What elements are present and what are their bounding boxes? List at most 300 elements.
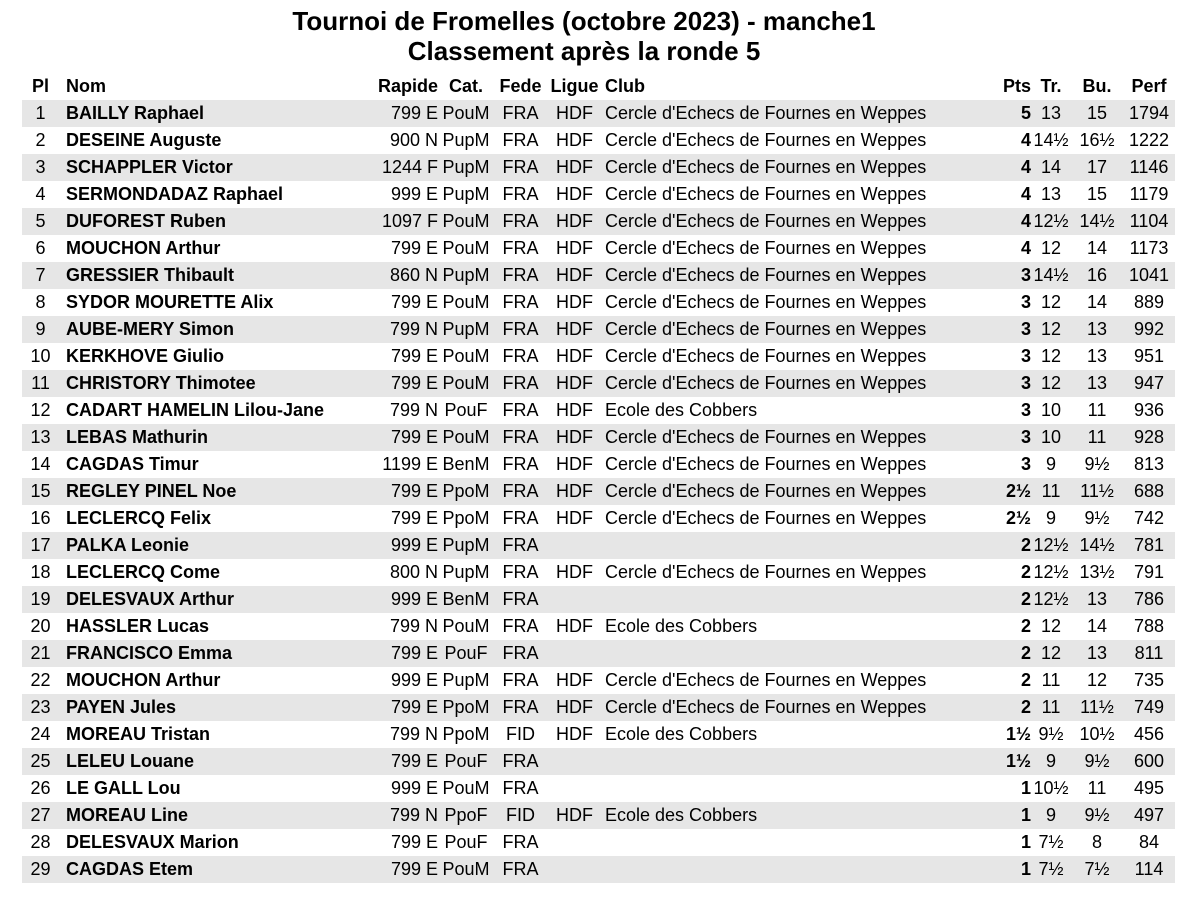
league-cell: HDF	[547, 424, 602, 451]
federation-cell: FRA	[494, 640, 547, 667]
performance-cell: 1179	[1129, 184, 1169, 204]
player-name-cell: LE GALL Lou	[66, 778, 181, 798]
tiebreak-tr-cell: 10	[1040, 400, 1062, 420]
rapid-rating-cell: 799 N	[341, 316, 438, 343]
tiebreak-tr-cell: 12½	[1033, 562, 1069, 582]
table-row	[22, 667, 1175, 694]
category-cell: PouF	[444, 400, 488, 420]
club-cell: Cercle d'Echecs de Fournes en Weppes	[605, 184, 927, 204]
league-cell	[547, 856, 602, 883]
table-row	[22, 586, 1175, 613]
player-name-cell: DUFOREST Ruben	[59, 208, 341, 235]
rapid-rating-cell: 900 N	[389, 130, 438, 150]
club-cell: Ecole des Cobbers	[605, 616, 758, 636]
points-cell: 2½	[1005, 508, 1031, 528]
category-cell: PouM	[442, 778, 490, 798]
performance-cell: 1146	[1123, 154, 1175, 181]
header-club: Club	[605, 76, 645, 96]
buchholz-cell: 13	[1071, 640, 1123, 667]
performance-cell: 84	[1138, 832, 1160, 852]
category-cell: PpoF	[438, 802, 494, 829]
place-cell: 12	[30, 400, 51, 420]
league-cell: HDF	[547, 262, 602, 289]
place-cell: 7	[22, 262, 59, 289]
league-cell: HDF	[556, 184, 593, 204]
header-federation: Fede	[499, 76, 542, 96]
tiebreak-tr-cell: 12	[1031, 316, 1071, 343]
tiebreak-tr-cell: 9	[1031, 748, 1071, 775]
player-name-cell: MOREAU Tristan	[66, 724, 211, 744]
header-tiebreak-tr: Tr.	[1040, 76, 1062, 96]
player-name-cell: MOUCHON Arthur	[66, 238, 221, 258]
points-cell: 2	[995, 586, 1031, 613]
points-cell: 3	[1020, 346, 1031, 366]
tiebreak-tr-cell: 11	[1041, 670, 1061, 690]
table-header-row	[22, 73, 1175, 100]
place-cell: 23	[22, 694, 59, 721]
performance-cell: 813	[1133, 454, 1165, 474]
table-row	[22, 505, 1175, 532]
category-cell: PouM	[438, 100, 494, 127]
points-cell: 2	[995, 532, 1031, 559]
table-row	[22, 694, 1175, 721]
header-place: Pl	[31, 76, 49, 96]
club-cell	[602, 586, 995, 613]
club-cell: Ecole des Cobbers	[605, 400, 758, 420]
table-row	[22, 478, 1175, 505]
federation-cell: FRA	[502, 292, 539, 312]
club-cell: Ecole des Cobbers	[602, 802, 995, 829]
buchholz-cell: 14	[1086, 616, 1108, 636]
table-row	[22, 208, 1175, 235]
league-cell: HDF	[556, 616, 593, 636]
player-name-cell: PAYEN Jules	[59, 694, 341, 721]
place-cell: 29	[22, 856, 59, 883]
rapid-rating-cell: 799 E	[390, 832, 438, 852]
category-cell: PouM	[442, 238, 490, 258]
tiebreak-tr-cell: 12	[1040, 616, 1062, 636]
tiebreak-tr-cell: 9	[1045, 508, 1056, 528]
place-cell: 13	[22, 424, 59, 451]
points-cell: 2	[1020, 616, 1031, 636]
buchholz-cell: 15	[1086, 184, 1108, 204]
federation-cell: FRA	[502, 130, 539, 150]
league-cell	[547, 829, 602, 856]
standings-table	[22, 73, 1175, 883]
buchholz-cell: 11	[1087, 778, 1107, 798]
header-league: Ligue	[550, 76, 599, 96]
league-cell	[547, 640, 602, 667]
federation-cell: FRA	[494, 694, 547, 721]
points-cell: 4	[1020, 184, 1031, 204]
tiebreak-tr-cell: 11	[1031, 478, 1071, 505]
tiebreak-tr-cell: 12	[1040, 346, 1062, 366]
table-row	[22, 370, 1175, 397]
category-cell: PouF	[438, 640, 494, 667]
rapid-rating-cell: 799 N	[389, 724, 438, 744]
points-cell: 2	[995, 640, 1031, 667]
points-cell: 1½	[995, 748, 1031, 775]
place-cell: 2	[35, 130, 46, 150]
rapid-rating-cell: 1199 E	[382, 454, 438, 474]
performance-cell: 456	[1133, 724, 1165, 744]
federation-cell: FRA	[494, 424, 547, 451]
table-row	[22, 262, 1175, 289]
club-cell: Cercle d'Echecs de Fournes en Weppes	[605, 670, 927, 690]
table-row	[22, 559, 1175, 586]
club-cell: Cercle d'Echecs de Fournes en Weppes	[605, 292, 927, 312]
player-name-cell: LELEU Louane	[59, 748, 341, 775]
category-cell: PpoM	[442, 508, 490, 528]
player-name-cell: LEBAS Mathurin	[59, 424, 341, 451]
points-cell: 3	[995, 370, 1031, 397]
player-name-cell: SYDOR MOURETTE Alix	[66, 292, 274, 312]
points-cell: 1	[1020, 778, 1031, 798]
tiebreak-tr-cell: 10½	[1033, 778, 1069, 798]
league-cell: HDF	[547, 316, 602, 343]
points-cell: 2	[995, 694, 1031, 721]
tiebreak-tr-cell: 13	[1031, 100, 1071, 127]
federation-cell: FRA	[494, 208, 547, 235]
category-cell: PpoM	[438, 478, 494, 505]
federation-cell: FRA	[502, 778, 539, 798]
place-cell: 28	[30, 832, 51, 852]
place-cell: 18	[30, 562, 51, 582]
table-row	[22, 397, 1175, 424]
club-cell: Cercle d'Echecs de Fournes en Weppes	[602, 208, 995, 235]
league-cell: HDF	[547, 154, 602, 181]
place-cell: 14	[30, 454, 51, 474]
standings-body	[22, 100, 1175, 883]
tiebreak-tr-cell: 12	[1031, 370, 1071, 397]
points-cell: 3	[1020, 454, 1031, 474]
performance-cell: 811	[1123, 640, 1175, 667]
club-cell: Cercle d'Echecs de Fournes en Weppes	[605, 562, 927, 582]
category-cell: PupM	[438, 316, 494, 343]
performance-cell: 495	[1133, 778, 1165, 798]
place-cell: 5	[22, 208, 59, 235]
buchholz-cell: 14	[1086, 292, 1108, 312]
federation-cell: FRA	[502, 454, 539, 474]
tiebreak-tr-cell: 12½	[1031, 208, 1071, 235]
tiebreak-tr-cell: 14½	[1031, 262, 1071, 289]
tiebreak-tr-cell: 12	[1031, 640, 1071, 667]
category-cell: PpoM	[438, 694, 494, 721]
buchholz-cell: 8	[1091, 832, 1102, 852]
points-cell: 1½	[1005, 724, 1031, 744]
federation-cell: FRA	[502, 616, 539, 636]
points-cell: 3	[995, 316, 1031, 343]
buchholz-cell: 9½	[1084, 454, 1110, 474]
buchholz-cell: 17	[1071, 154, 1123, 181]
tiebreak-tr-cell: 11	[1031, 694, 1071, 721]
tournament-title: Tournoi de Fromelles (octobre 2023) - manche1	[292, 6, 876, 36]
place-cell: 6	[35, 238, 46, 258]
performance-cell: 781	[1123, 532, 1175, 559]
rapid-rating-cell: 800 N	[389, 562, 438, 582]
category-cell: PupM	[438, 532, 494, 559]
performance-cell: 889	[1133, 292, 1165, 312]
buchholz-cell: 11½	[1071, 478, 1123, 505]
rapid-rating-cell: 799 E	[390, 508, 438, 528]
federation-cell: FRA	[502, 346, 539, 366]
performance-cell: 742	[1133, 508, 1165, 528]
federation-cell: FID	[494, 802, 547, 829]
rapid-rating-cell: 799 E	[390, 238, 438, 258]
points-cell: 2½	[995, 478, 1031, 505]
tiebreak-tr-cell: 13	[1040, 184, 1062, 204]
league-cell	[547, 586, 602, 613]
category-cell: PupM	[442, 184, 490, 204]
federation-cell: FRA	[494, 586, 547, 613]
buchholz-cell: 11	[1071, 424, 1123, 451]
category-cell: PupM	[442, 130, 490, 150]
buchholz-cell: 13	[1071, 586, 1123, 613]
club-cell: Cercle d'Echecs de Fournes en Weppes	[605, 130, 927, 150]
table-row	[22, 802, 1175, 829]
tiebreak-tr-cell: 9	[1031, 802, 1071, 829]
rapid-rating-cell: 799 E	[390, 346, 438, 366]
buchholz-cell: 9½	[1071, 748, 1123, 775]
player-name-cell: DESEINE Auguste	[66, 130, 222, 150]
rapid-rating-cell: 799 E	[341, 748, 438, 775]
rapid-rating-cell: 799 E	[341, 370, 438, 397]
table-row	[22, 424, 1175, 451]
place-cell: 1	[22, 100, 59, 127]
club-cell: Cercle d'Echecs de Fournes en Weppes	[602, 694, 995, 721]
league-cell	[547, 775, 602, 802]
rapid-rating-cell: 799 E	[390, 292, 438, 312]
club-cell	[602, 856, 995, 883]
club-cell: Cercle d'Echecs de Fournes en Weppes	[605, 508, 927, 528]
performance-cell: 114	[1123, 856, 1175, 883]
header-performance: Perf	[1131, 76, 1167, 96]
table-row	[22, 829, 1175, 856]
club-cell: Ecole des Cobbers	[605, 724, 758, 744]
federation-cell: FRA	[502, 238, 539, 258]
category-cell: PupM	[438, 262, 494, 289]
table-row	[22, 532, 1175, 559]
table-row	[22, 181, 1175, 208]
rapid-rating-cell: 999 E	[390, 184, 438, 204]
federation-cell: FRA	[502, 508, 539, 528]
club-cell: Cercle d'Echecs de Fournes en Weppes	[605, 454, 927, 474]
league-cell: HDF	[556, 346, 593, 366]
category-cell: BenM	[442, 454, 490, 474]
place-cell: 3	[22, 154, 59, 181]
league-cell: HDF	[556, 292, 593, 312]
league-cell: HDF	[547, 802, 602, 829]
place-cell: 17	[22, 532, 59, 559]
league-cell: HDF	[547, 100, 602, 127]
table-row	[22, 127, 1175, 154]
tiebreak-tr-cell: 9½	[1038, 724, 1064, 744]
rapid-rating-cell: 999 E	[341, 532, 438, 559]
federation-cell: FRA	[502, 562, 539, 582]
player-name-cell: CAGDAS Timur	[66, 454, 199, 474]
performance-cell: 600	[1123, 748, 1175, 775]
club-cell: Cercle d'Echecs de Fournes en Weppes	[605, 238, 927, 258]
club-cell: Cercle d'Echecs de Fournes en Weppes	[602, 478, 995, 505]
points-cell: 5	[995, 100, 1031, 127]
buchholz-cell: 12	[1086, 670, 1108, 690]
federation-cell: FRA	[494, 100, 547, 127]
tiebreak-tr-cell: 7½	[1031, 856, 1071, 883]
performance-cell: 497	[1123, 802, 1175, 829]
tiebreak-tr-cell: 12	[1040, 292, 1062, 312]
category-cell: PouM	[442, 292, 490, 312]
buchholz-cell: 13½	[1079, 562, 1115, 582]
place-cell: 4	[35, 184, 46, 204]
player-name-cell: HASSLER Lucas	[66, 616, 210, 636]
buchholz-cell: 16	[1071, 262, 1123, 289]
place-cell: 22	[30, 670, 51, 690]
rapid-rating-cell: 999 E	[390, 670, 438, 690]
rapid-rating-cell: 799 E	[341, 424, 438, 451]
player-name-cell: DELESVAUX Arthur	[59, 586, 341, 613]
place-cell: 21	[22, 640, 59, 667]
rapid-rating-cell: 799 E	[341, 694, 438, 721]
table-row	[22, 343, 1175, 370]
category-cell: PouM	[438, 370, 494, 397]
league-cell: HDF	[556, 724, 593, 744]
player-name-cell: GRESSIER Thibault	[59, 262, 341, 289]
category-cell: BenM	[438, 586, 494, 613]
header-rapid-rating: Rapide	[377, 76, 438, 96]
rapid-rating-cell: 799 E	[341, 478, 438, 505]
player-name-cell: CHRISTORY Thimotee	[59, 370, 341, 397]
rapid-rating-cell: 999 E	[341, 586, 438, 613]
table-row	[22, 316, 1175, 343]
points-cell: 4	[995, 154, 1031, 181]
club-cell: Cercle d'Echecs de Fournes en Weppes	[602, 316, 995, 343]
buchholz-cell: 13	[1086, 346, 1108, 366]
federation-cell: FRA	[494, 262, 547, 289]
rapid-rating-cell: 799 N	[341, 802, 438, 829]
points-cell: 3	[1020, 292, 1031, 312]
page-title-block	[0, 6, 1168, 66]
club-cell: Cercle d'Echecs de Fournes en Weppes	[602, 154, 995, 181]
tiebreak-tr-cell: 14½	[1033, 130, 1069, 150]
buchholz-cell: 7½	[1071, 856, 1123, 883]
performance-cell: 1104	[1123, 208, 1175, 235]
category-cell: PupM	[438, 154, 494, 181]
table-row	[22, 748, 1175, 775]
league-cell: HDF	[556, 562, 593, 582]
league-cell: HDF	[556, 454, 593, 474]
category-cell: PupM	[442, 562, 490, 582]
league-cell: HDF	[547, 208, 602, 235]
buchholz-cell: 13	[1071, 316, 1123, 343]
federation-cell: FRA	[494, 748, 547, 775]
player-name-cell: LECLERCQ Felix	[66, 508, 212, 528]
player-name-cell: PALKA Leonie	[59, 532, 341, 559]
place-cell: 10	[30, 346, 51, 366]
club-cell	[602, 775, 995, 802]
place-cell: 11	[22, 370, 59, 397]
header-points: Pts	[1002, 76, 1031, 96]
points-cell: 4	[1020, 238, 1031, 258]
header-name: Nom	[66, 76, 106, 96]
points-cell: 1	[995, 802, 1031, 829]
buchholz-cell: 10½	[1079, 724, 1115, 744]
table-row	[22, 640, 1175, 667]
player-name-cell: AUBE-MERY Simon	[59, 316, 341, 343]
league-cell: HDF	[556, 130, 593, 150]
player-name-cell: MOREAU Line	[59, 802, 341, 829]
federation-cell: FRA	[494, 370, 547, 397]
tiebreak-tr-cell: 12½	[1031, 532, 1071, 559]
place-cell: 8	[35, 292, 46, 312]
table-row	[22, 451, 1175, 478]
club-cell	[602, 532, 995, 559]
performance-cell: 791	[1133, 562, 1165, 582]
club-cell	[602, 640, 995, 667]
player-name-cell: DELESVAUX Marion	[66, 832, 239, 852]
club-cell	[602, 829, 995, 856]
tiebreak-tr-cell: 10	[1031, 424, 1071, 451]
player-name-cell: REGLEY PINEL Noe	[59, 478, 341, 505]
league-cell: HDF	[556, 400, 593, 420]
federation-cell: FRA	[494, 154, 547, 181]
category-cell: PouF	[444, 832, 488, 852]
performance-cell: 947	[1123, 370, 1175, 397]
league-cell: HDF	[556, 508, 593, 528]
table-row	[22, 613, 1175, 640]
buchholz-cell: 13	[1071, 370, 1123, 397]
points-cell: 2	[1020, 670, 1031, 690]
performance-cell: 786	[1123, 586, 1175, 613]
performance-cell: 749	[1123, 694, 1175, 721]
points-cell: 3	[1020, 400, 1031, 420]
federation-cell: FRA	[502, 400, 539, 420]
place-cell: 25	[22, 748, 59, 775]
player-name-cell: CAGDAS Etem	[59, 856, 341, 883]
buchholz-cell: 9½	[1084, 508, 1110, 528]
federation-cell: FRA	[494, 856, 547, 883]
player-name-cell: BAILLY Raphael	[59, 100, 341, 127]
federation-cell: FRA	[494, 478, 547, 505]
performance-cell: 735	[1133, 670, 1165, 690]
player-name-cell: FRANCISCO Emma	[59, 640, 341, 667]
points-cell: 4	[995, 208, 1031, 235]
rapid-rating-cell: 799 E	[341, 100, 438, 127]
tiebreak-tr-cell: 12	[1040, 238, 1062, 258]
place-cell: 24	[30, 724, 51, 744]
table-row	[22, 289, 1175, 316]
category-cell: PpoM	[442, 724, 490, 744]
table-row	[22, 721, 1175, 748]
points-cell: 4	[1020, 130, 1031, 150]
place-cell: 20	[30, 616, 51, 636]
league-cell: HDF	[547, 478, 602, 505]
federation-cell: FRA	[494, 316, 547, 343]
points-cell: 2	[1020, 562, 1031, 582]
table-row	[22, 235, 1175, 262]
category-cell: PouM	[438, 208, 494, 235]
table-row	[22, 154, 1175, 181]
tiebreak-tr-cell: 12½	[1031, 586, 1071, 613]
buchholz-cell: 9½	[1071, 802, 1123, 829]
rapid-rating-cell: 799 E	[341, 856, 438, 883]
place-cell: 27	[22, 802, 59, 829]
points-cell: 1	[995, 856, 1031, 883]
header-category: Cat.	[448, 76, 483, 96]
performance-cell: 788	[1133, 616, 1165, 636]
federation-cell: FRA	[502, 184, 539, 204]
place-cell: 26	[30, 778, 51, 798]
points-cell: 3	[995, 262, 1031, 289]
